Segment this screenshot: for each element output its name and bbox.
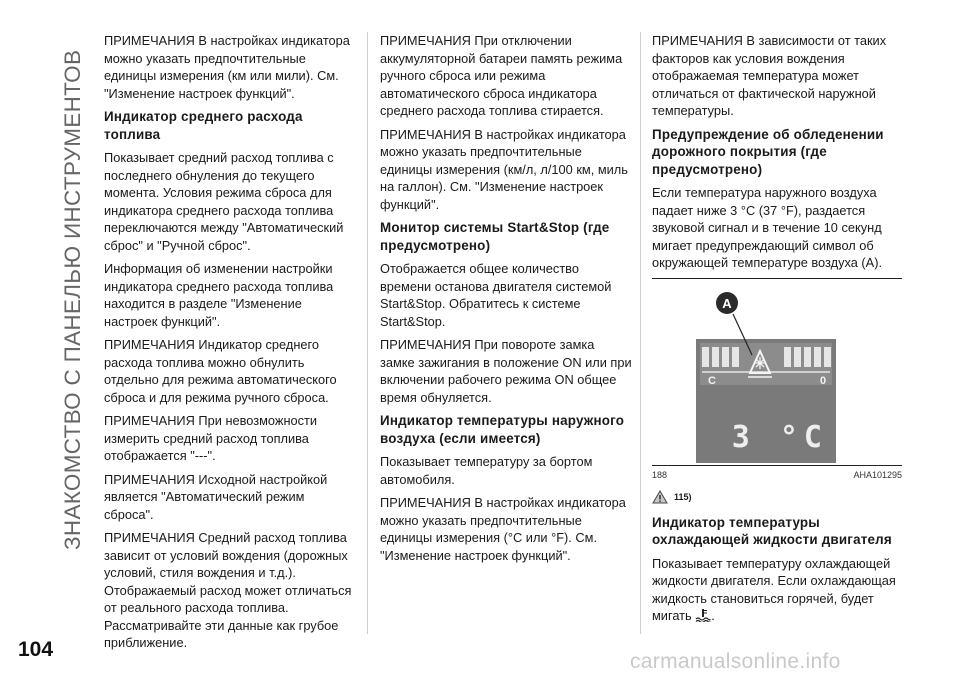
paragraph-text: Показывает температуру охлаждающей жидкости двигателя. Если охлаждающая жидкость становиться горячей, будет мигать bbox=[652, 555, 896, 623]
paragraph: Отображается общее количество времени останова двигателя системой Start&Stop. Обратитесь к системе Start&Stop. bbox=[380, 261, 612, 329]
column-3 bbox=[652, 32, 902, 631]
warning-triangle-icon bbox=[652, 490, 668, 504]
chapter-title: ЗНАКОМСТВО С ПАНЕЛЬЮ ИНСТРУМЕНТОВ bbox=[60, 49, 85, 550]
column-2 bbox=[380, 32, 632, 570]
warning-reference bbox=[652, 490, 902, 504]
sidebar bbox=[0, 0, 88, 678]
note-paragraph: ПРИМЕЧАНИЯ В настройках индикатора можно указать предпочтительные единицы измерения (км/л, л/100 км, миль на галлон). См. "Изменение настроек функций". bbox=[380, 126, 628, 212]
figure-number: 188 bbox=[652, 469, 668, 480]
section-heading: Индикатор среднего расхода топлива bbox=[104, 109, 303, 142]
lcd-display-illustration bbox=[652, 287, 902, 465]
note-paragraph: ПРИМЕЧАНИЯ В зависимости от таких факторов как условия вождения отображаемая температура может отличаться от фактической наружной температуры. bbox=[652, 33, 887, 118]
section-heading: Индикатор температуры охлаждающей жидкости двигателя bbox=[652, 514, 892, 547]
warning-ref-number: 115) bbox=[674, 491, 692, 502]
section-heading: Монитор системы Start&Stop (где предусмотрено) bbox=[380, 220, 610, 253]
section-heading: Предупреждение об обледенении дорожного покрытия (где предусмотрено) bbox=[652, 126, 884, 177]
paragraph: Показывает средний расход топлива с последнего обнуления до текущего момента. Условия режима сброса для индикатора среднего расхода топлива переключаются между "Автоматический сброс" и "Ручной сброс". bbox=[104, 150, 344, 253]
paragraph: Если температура наружного воздуха падает ниже 3 °C (37 °F), раздается звуковой сигнал и в течение 10 секунд мигает предупреждающий символ об окружающей температуре воздуха (A). bbox=[652, 185, 883, 270]
temperature-readout: 3 °C bbox=[731, 419, 828, 455]
figure-caption bbox=[652, 470, 902, 480]
section-heading: Индикатор температуры наружного воздуха (если имеется) bbox=[380, 413, 625, 446]
column-1 bbox=[104, 32, 354, 658]
watermark: carmanualsonline.info bbox=[630, 650, 841, 673]
paragraph: Показывает температуру за бортом автомобиля. bbox=[380, 454, 593, 487]
column-divider bbox=[367, 32, 368, 634]
figure-code: AHA101295 bbox=[853, 469, 902, 480]
callout-label: A bbox=[722, 295, 732, 311]
note-paragraph: ПРИМЕЧАНИЯ При повороте замка замке зажигания в положение ON или при включении рабочего режима ON общее время обнуляется. bbox=[380, 337, 632, 405]
note-paragraph: ПРИМЕЧАНИЯ При отключении аккумуляторной батареи память режима ручного сброса или режима автоматического сброса индикатора среднего расхода топлива стирается. bbox=[380, 33, 623, 118]
note-paragraph: ПРИМЕЧАНИЯ При невозможности измерить средний расход топлива отображается "---". bbox=[104, 413, 318, 463]
note-paragraph: ПРИМЕЧАНИЯ Индикатор среднего расхода топлива можно обнулить отдельно для режима автоматического сброса и для режима ручного сброса. bbox=[104, 337, 337, 405]
page-number: 104 bbox=[18, 638, 54, 661]
paragraph: Информация об изменении настройки индикатора среднего расхода топлива находится в разделе "Изменение настроек функций". bbox=[104, 261, 334, 329]
coolant-temperature-icon bbox=[695, 608, 711, 622]
paragraph bbox=[652, 555, 902, 625]
column-divider bbox=[640, 32, 641, 634]
display-figure bbox=[652, 287, 902, 465]
note-paragraph: ПРИМЕЧАНИЯ В настройках индикатора можно указать предпочтительные единицы измерения (км или мили). См. "Изменение настроек функций". bbox=[104, 33, 350, 101]
note-paragraph: ПРИМЕЧАНИЯ В настройках индикатора можно указать предпочтительные единицы измерения (°C или °F). См. "Изменение настроек функций". bbox=[380, 495, 626, 563]
note-paragraph: ПРИМЕЧАНИЯ Средний расход топлива зависит от условий вождения (дорожных условий, стиля вождения и т.д.). Отображаемый расход может отличаться от реального расхода топлива. Рассматривайте эти данные как грубое приближение. bbox=[104, 530, 352, 650]
note-paragraph: ПРИМЕЧАНИЯ Исходной настройкой является "Автоматический режим сброса". bbox=[104, 471, 328, 522]
figure-top-rule bbox=[652, 278, 902, 279]
lcd-right-mark: 0 bbox=[820, 374, 827, 387]
paragraph-end: . bbox=[711, 608, 715, 623]
lcd-left-mark: C bbox=[708, 374, 716, 387]
